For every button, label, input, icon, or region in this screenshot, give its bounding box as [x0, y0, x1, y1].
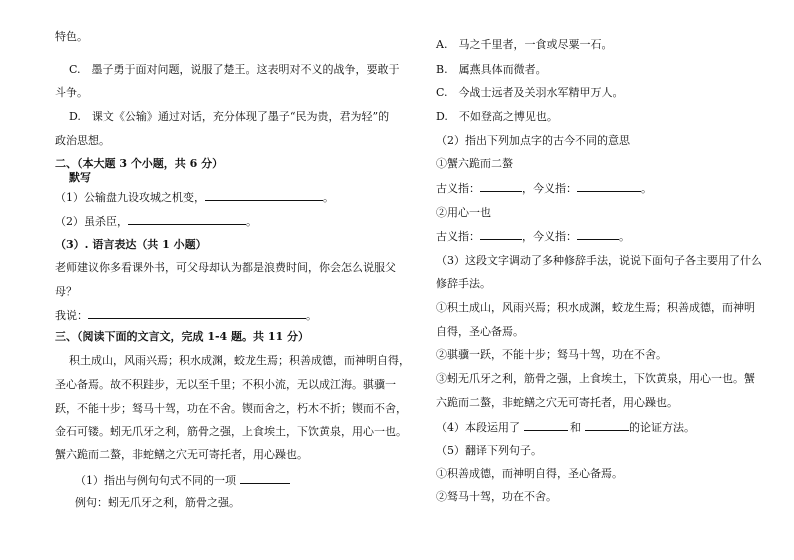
answer-blank[interactable] — [524, 420, 568, 431]
translate-sentence-2: ②驽马十驾，功在不舍。 — [436, 490, 557, 503]
text-line: 六跪而二螯，非蛇鳝之穴无可寄托者，用心躁也。 — [436, 396, 678, 409]
question-2: （2）指出下列加点字的古今不同的意思 — [436, 134, 630, 147]
punctuation: 。 — [619, 230, 630, 243]
question-4 — [436, 420, 695, 435]
sentence-2: ②骐骥一跃，不能十步；驽马十驾，功在不舍。 — [436, 348, 667, 361]
label-modern: ，今义指： — [522, 230, 577, 243]
meaning-line-1 — [436, 181, 652, 196]
section-heading-3: （3）. 语言表达（共 1 小题） — [55, 238, 207, 251]
conjunction: 和 — [570, 421, 581, 434]
example-sentence: 例句：蚓无爪牙之利，筋骨之强。 — [75, 496, 240, 509]
question-3: （3）这段文字调动了多种修辞手法，说说下面句子各主要用了什么 — [436, 254, 762, 267]
passage-line: 跃，不能十步；驽马十驾，功在不舍。锲而舍之，朽木不折；锲而不舍， — [55, 402, 407, 415]
answer-blank[interactable] — [480, 229, 522, 240]
answer-blank[interactable] — [577, 229, 619, 240]
subheading-dictation: 默写 — [69, 171, 91, 184]
answer-blank[interactable] — [577, 181, 641, 192]
passage-line: 圣心备焉。故不积跬步，无以至千里；不积小流，无以成江海。骐骥一 — [55, 378, 396, 391]
punctuation: 。 — [641, 182, 652, 195]
prompt: 我说： — [55, 309, 88, 322]
dictation-item-2 — [55, 214, 257, 229]
option-d: D. 课文《公输》通过对话，充分体现了墨子“民为贵，君为轻”的 — [69, 110, 390, 123]
dictation-prompt: （2）虽杀臣， — [55, 215, 128, 228]
answer-blank[interactable] — [128, 214, 246, 225]
option-b: B. 属燕具体而微者。 — [436, 63, 547, 76]
question-1 — [55, 473, 290, 488]
item-1: ①蟹六跪而二螯 — [436, 157, 513, 170]
text-line: 修辞手法。 — [436, 277, 491, 290]
dictation-item-1 — [55, 190, 334, 205]
option-c: C. 今战士远者及关羽水军精甲万人。 — [436, 86, 624, 99]
section-heading-2: 二、（本大题 3 个小题，共 6 分） — [55, 157, 224, 170]
answer-line — [55, 308, 317, 323]
passage-line: 积土成山，风雨兴焉；积水成渊，蛟龙生焉；积善成德，而神明自得， — [69, 354, 410, 367]
text-line: 斗争。 — [55, 86, 88, 99]
item-2: ②用心一也 — [436, 206, 491, 219]
label-modern: ，今义指： — [522, 182, 577, 195]
answer-blank[interactable] — [205, 190, 323, 201]
passage-line: 蟹六跪而二螯，非蛇鳝之穴无可寄托者，用心躁也。 — [55, 448, 308, 461]
label-ancient: 古义指： — [436, 230, 480, 243]
sentence-1: ①积土成山，风雨兴焉；积水成渊，蛟龙生焉；积善成德，而神明 — [436, 301, 755, 314]
translate-sentence-1: ①积善成德，而神明自得，圣心备焉。 — [436, 467, 623, 480]
punctuation: 。 — [306, 309, 317, 322]
answer-blank[interactable] — [585, 420, 629, 431]
punctuation: 。 — [246, 215, 257, 228]
question-text: （4）本段运用了 — [436, 421, 520, 434]
passage-line: 金石可镂。蚓无爪牙之利，筋骨之强，上食埃土，下饮黄泉，用心一也。 — [55, 425, 407, 438]
answer-blank[interactable] — [480, 181, 522, 192]
text-line: 自得，圣心备焉。 — [436, 325, 524, 338]
sentence-3: ③蚓无爪牙之利，筋骨之强，上食埃土，下饮黄泉，用心一也。蟹 — [436, 372, 755, 385]
option-a: A. 马之千里者，一食或尽粟一石。 — [436, 38, 613, 51]
text-line: 特色。 — [55, 30, 88, 43]
question-text: （1）指出与例句句式不同的一项 — [75, 474, 236, 487]
punctuation: 。 — [323, 191, 334, 204]
question-5: （5）翻译下列句子。 — [436, 444, 542, 457]
meaning-line-2 — [436, 229, 630, 244]
answer-blank[interactable] — [240, 473, 290, 484]
text-line: 母？ — [55, 285, 77, 298]
text-line: 政治思想。 — [55, 134, 110, 147]
option-c: C. 墨子勇于面对问题，说服了楚王。这表明对不义的战争，要敢于 — [69, 63, 400, 76]
question-text: 的论证方法。 — [629, 421, 695, 434]
section-heading-3-reading: 三、（阅读下面的文言文，完成 1-4 题。共 11 分） — [55, 330, 309, 343]
dictation-prompt: （1）公输盘九设攻城之机变， — [55, 191, 205, 204]
label-ancient: 古义指： — [436, 182, 480, 195]
option-d: D. 不如登高之博见也。 — [436, 110, 558, 123]
answer-blank[interactable] — [88, 308, 306, 319]
text-line: 老师建议你多看课外书，可父母却认为都是浪费时间，你会怎么说服父 — [55, 261, 396, 274]
